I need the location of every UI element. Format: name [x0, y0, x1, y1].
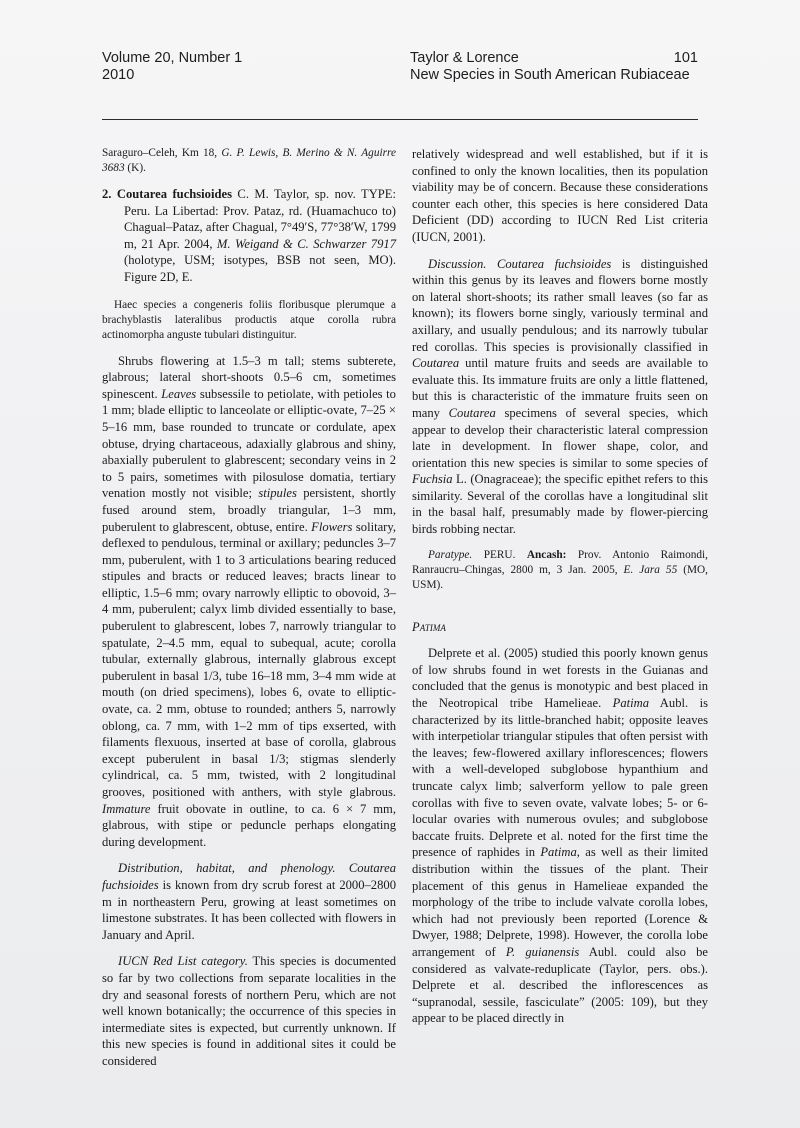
year: 2010 — [102, 67, 135, 83]
species-name: Coutarea fuchsioides — [116, 187, 232, 201]
iucn-paragraph: IUCN Red List category. This species is documented so far by two collections from separate localities in the dry and seasonal forests of northern Peru, which are not well known botanically; the occurrence of this species in intermediate sites is expected, but currently unknown. If this new species is found in additional sites it could be considered — [102, 954, 396, 1068]
left-column — [102, 146, 396, 1070]
species-description: Shrubs flowering at 1.5–3 m tall; stems subterete, glabrous; lateral short-shoots 0.5–6 cm, sometimes spinescent. Leaves subsessile to petiolate, with petioles to 1 mm; blade elliptic to lanceolate or elliptic-ovate, 7–25 × 5–16 mm, base rounded to truncate or cordulate, apex obtuse, drying chartaceous, adaxially glabrous and shiny, abaxially puberulent to glabrescent; secondary veins in 2 to 5 pairs, sometimes with pilosulose domatia, tertiary venation mostly not visible; stipules persistent, shortly fused around stem, broadly triangular, 1–3 mm, puberulent to glabrescent, obtuse, entire. Flowers solitary, deflexed to pendulous, terminal or axillary; peduncles 3–7 mm, puberulent, with 1 to 3 articulations bearing reduced stipules and bracts or reduced leaves; bracts linear to elliptic, 1.5–6 mm; ovary narrowly elliptic to obovoid, 3–4 mm, puberulent; calyx limb divided essentially to base, puberulent to glabrescent, lobes 7, narrowly triangular to spatulate, 2–4.5 mm, equal to subequal, acute; corolla tubular, externally glabrous, internally glabrous except puberulent in basal 1/3, tube 16–18 mm, 3–4 mm wide at mouth (on dried specimens), lobes 6, ovate to elliptic-ovate, ca. 2 mm, obtuse to rounded; anthers 5, narrowly oblong, ca. 7 mm, with 1–2 mm of tips exserted, with filaments flexuous, inserted at base of corolla, glabrous except puberulent in basal 1/3; stigmas slenderly cylindrical, ca. 5 mm, twisted, with 2 longitudinal grooves, positioned with anthers, with style glabrous. Immature fruit obovate in outline, to ca. 6 × 7 mm, glabrous, with stipe or peduncle perhaps elongating during development. — [102, 353, 397, 849]
iucn-continuation: relatively widespread and well established, but if it is confined to only the known localities, then its population viability may be of concern. Because these considerations counter each other, this species is here considered Data Deficient (DD) according to IUCN Red List criteria (IUCN, 2001). — [412, 147, 708, 244]
species-heading: 2. Coutarea fuchsioides C. M. Taylor, sp. nov. TYPE: Peru. La Libertad: Prov. Pataz, rd. (Huamachuco to) Chagual–Pataz, after Chagual, 7°49′S, 77°38′W, 1799 m, 21 Apr. 2004, M. Weigand & C. Schwarzer 7917 (holotype, USM; isotypes, BSB not seen, MO). Figure 2D, E. — [102, 187, 397, 284]
patima-paragraph: Delprete et al. (2005) studied this poorly known genus of low shrubs found in wet forests in the Guianas and concluded that the genus is monotypic and best placed in the Neotropical tribe Hamelieae. Patima Aubl. is characterized by its little-branched habit; opposite leaves with interpetiolar triangular stipules that often persist with the leaves; few-flowered axillary inflorescences; flowers with a well-developed subglobose hypanthium and truncate calyx limb; salverform yellow to pale green corollas with five to seven ovate, valvate lobes; 5- or 6-locular ovaries with numerous ovules; and subglobose baccate fruits. Delprete et al. noted for the first time the presence of raphides in Patima, as well as their limited distribution within the tissues of the plant. Their placement of this genus in Hamelieae expanded the morphology of the tribe to include valvate corolla lobes, which had not previously been reported (Lorence & Dwyer, 1988; Delprete, 1998). However, the corolla lobe arrangement of P. guianensis Aubl. could also be considered as valvate-reduplicate (Taylor, pers. obs.). Delprete et al. described the inflorescences as “supranodal, sessile, fasciculate” (2005: 109), but they appear to be placed directly in — [412, 646, 709, 1026]
journal-volume-info — [102, 50, 242, 84]
authors: Taylor & Lorence — [410, 50, 519, 66]
iucn-label: IUCN Red List category. — [118, 954, 248, 969]
page-number: 101 — [673, 50, 698, 66]
latin-diagnosis: Haec species a congeneris foliis floribusque plerumque a brachyblastis lateralibus productis atque corolla rubra actinomorpha anguste tubulari distinguitur. — [102, 298, 396, 341]
volume-number: Volume 20, Number 1 — [102, 50, 243, 66]
paratype-label: Paratype. — [428, 548, 473, 561]
discussion-paragraph: Discussion. Coutarea fuchsioides is distinguished within this genus by its leaves and flowers borne mostly on lateral short-shoots; its rather small leaves (so far as known); its flowers borne singly, variously terminal and axillary, and usually pendulous; and its narrowly tubular red corollas. This species is provisionally classified in Coutarea until mature fruits and seeds are available to evaluate this. Its immature fruits are only a little flattened, but this is characteristic of the immature fruits seen on many Coutarea specimens of several species, which appear to develop their characteristic lateral compression late in development. In flower shape, color, and orientation this new species is similar to some species of Fuchsia L. (Onagraceae); the specific epithet refers to this similarity. Several of the corollas have a longitudinal slit in the basal half, presumably made by flower-piercing birds robbing nectar. — [412, 256, 708, 537]
paratype-paragraph: Paratype. PERU. Ancash: Prov. Antonio Raimondi, Ranraucru–Chingas, 2800 m, 3 Jan. 2005, E. Jara 55 (MO, USM). — [412, 548, 708, 591]
right-column — [412, 146, 708, 1027]
article-title: New Species in South American Rubiaceae — [410, 67, 690, 83]
citation-continuation: Saraguro–Celeh, Km 18, G. P. Lewis, B. Merino & N. Aguirre 3683 (K). — [102, 147, 396, 174]
species-number: 2. — [102, 187, 112, 201]
collector-names: G. P. Lewis, B. Merino & N. Aguirre 3683 — [102, 147, 396, 174]
article-info — [410, 50, 690, 84]
section-heading-patima: Patima — [412, 619, 446, 634]
header-rule — [102, 119, 698, 120]
distribution-paragraph: Distribution, habitat, and phenology. Coutarea fuchsioides is known from dry scrub forest at 2000–2800 m in northeastern Peru, growing at least sometimes on limestone substrates. It has been collected with flowers in January and April. — [102, 861, 396, 942]
discussion-label: Discussion. — [428, 256, 487, 271]
distribution-label: Distribution, habitat, and phenology. — [118, 861, 336, 876]
type-collectors: M. Weigand & C. Schwarzer 7917 — [216, 236, 396, 251]
